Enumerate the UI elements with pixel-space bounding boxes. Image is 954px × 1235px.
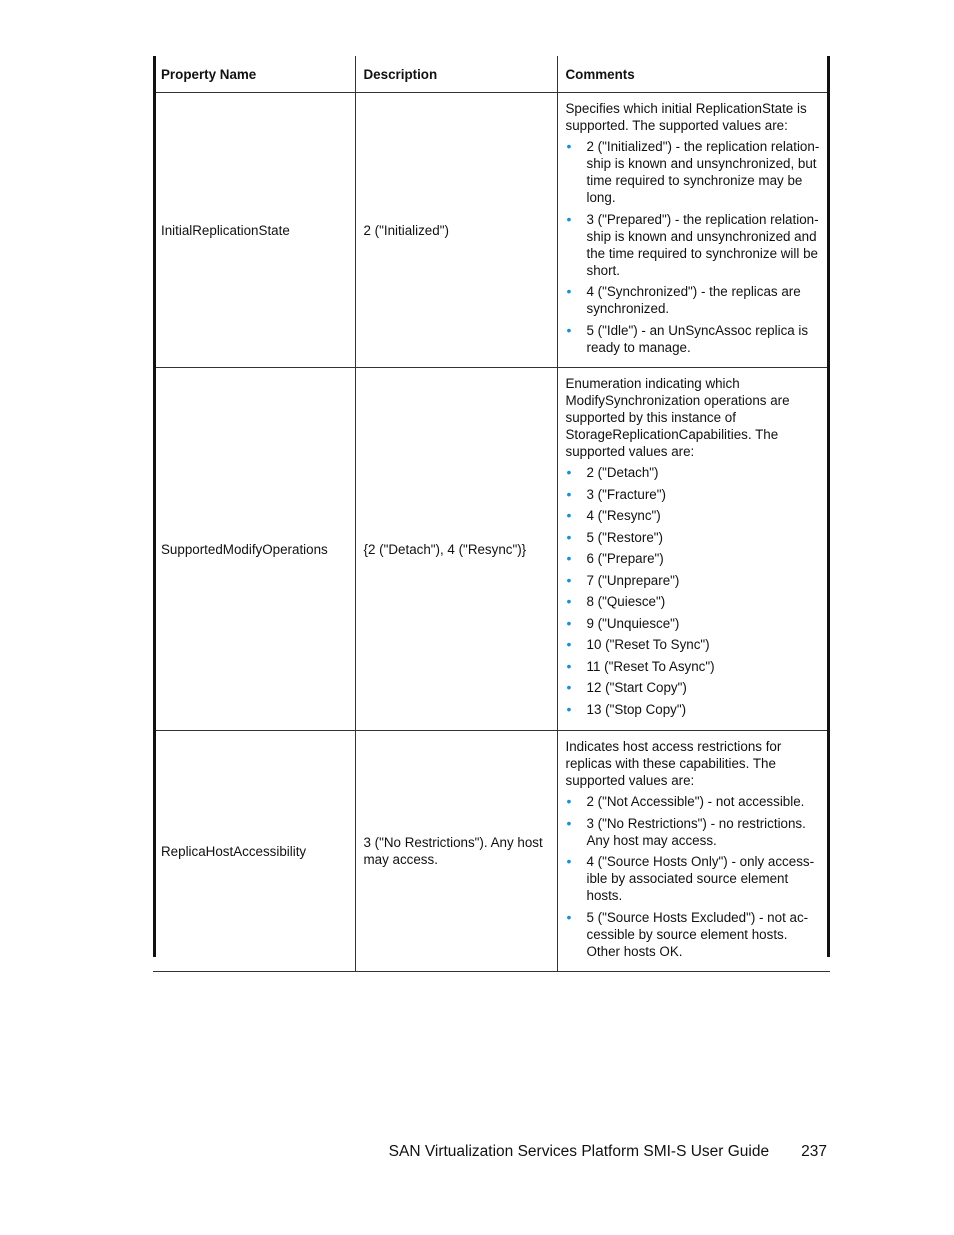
list-item: • 4 ("Synchronized") - the replicas are synchronized. — [566, 283, 801, 316]
bullet-icon: • — [566, 138, 572, 154]
table-header-row — [153, 56, 830, 93]
header-property-name: Property Name — [153, 56, 355, 93]
bullet-icon: • — [566, 210, 572, 227]
bullet-icon: • — [566, 321, 572, 338]
list-item: • 3 ("Prepared") - the replication relation-ship is known and unsynchronized and the time required to synchronize will be short. — [566, 210, 819, 278]
page-footer — [0, 1143, 827, 1161]
list-item: • 5 ("Restore") — [566, 528, 663, 545]
list-item: • 5 ("Source Hosts Excluded") - not ac-cessible by source element hosts. Other hosts OK. — [566, 908, 809, 959]
table-row — [153, 731, 830, 972]
header-comments: Comments — [557, 56, 830, 93]
values-list — [566, 138, 823, 356]
comments-cell — [557, 93, 830, 368]
comments-cell — [557, 368, 830, 731]
values-list — [566, 464, 823, 718]
list-item: • 4 ("Source Hosts Only") - only access-ible by associated source element hosts. — [566, 853, 815, 903]
bullet-icon: • — [566, 614, 572, 631]
comments-cell — [557, 731, 830, 972]
bullet-icon: • — [566, 853, 572, 869]
table-row — [153, 93, 830, 368]
comments-intro: Enumeration indicating which ModifySynchronization operations are supported by this instance of StorageReplicationCapabilities. The supported values are: — [565, 376, 790, 459]
bullet-icon: • — [566, 528, 572, 545]
comments-intro: Indicates host access restrictions for replicas with these capabilities. The supported values are: — [565, 739, 782, 788]
table-right-border — [827, 56, 830, 957]
list-item: • 6 ("Prepare") — [566, 550, 664, 566]
list-item: • 10 ("Reset To Sync") — [566, 636, 710, 652]
list-item: • 2 ("Detach") — [566, 464, 659, 480]
page-number: 237 — [801, 1143, 827, 1160]
bullet-icon: • — [566, 657, 572, 674]
list-item: • 3 ("No Restrictions") - no restrictions. Any host may access. — [566, 814, 806, 848]
bullet-icon: • — [566, 793, 572, 809]
list-item: • 7 ("Unprepare") — [566, 571, 680, 588]
bullet-icon: • — [566, 593, 572, 609]
list-item: • 13 ("Stop Copy") — [566, 700, 687, 717]
description-cell: 3 ("No Restrictions"). Any host may access. — [355, 731, 557, 972]
property-table — [153, 56, 830, 972]
bullet-icon: • — [566, 679, 572, 695]
comments-intro: Specifies which initial ReplicationState is supported. The supported values are: — [565, 101, 807, 133]
bullet-icon: • — [566, 636, 572, 652]
list-item: • 9 ("Unquiesce") — [566, 614, 680, 631]
list-item: • 12 ("Start Copy") — [566, 679, 687, 695]
list-item: • 8 ("Quiesce") — [566, 593, 666, 609]
bullet-icon: • — [566, 550, 572, 566]
table-row — [153, 368, 830, 731]
list-item: • 3 ("Fracture") — [566, 485, 666, 502]
bullet-icon: • — [566, 507, 572, 523]
list-item: • 2 ("Initialized") - the replication relation-ship is known and unsynchronized, but time required to synchronize may be long. — [566, 138, 820, 205]
list-item: • 11 ("Reset To Async") — [566, 657, 715, 674]
description-cell: {2 ("Detach"), 4 ("Resync")} — [355, 368, 557, 731]
header-description: Description — [355, 56, 557, 93]
bullet-icon: • — [566, 814, 572, 831]
bullet-icon: • — [566, 700, 572, 717]
list-item: • 4 ("Resync") — [566, 507, 661, 523]
bullet-icon: • — [566, 464, 572, 480]
property-name-cell: InitialReplicationState — [153, 93, 355, 368]
list-item: • 5 ("Idle") - an UnSyncAssoc replica is ready to manage. — [566, 321, 809, 355]
description-cell: 2 ("Initialized") — [355, 93, 557, 368]
values-list — [566, 793, 823, 960]
footer-title: SAN Virtualization Services Platform SMI-S User Guide — [388, 1143, 770, 1160]
table — [153, 56, 830, 972]
bullet-icon: • — [566, 571, 572, 588]
table-left-border — [153, 56, 156, 957]
list-item: • 2 ("Not Accessible") - not accessible. — [566, 793, 805, 809]
bullet-icon: • — [566, 908, 572, 925]
property-name-cell: SupportedModifyOperations — [153, 368, 355, 731]
property-name-cell: ReplicaHostAccessibility — [153, 731, 355, 972]
bullet-icon: • — [566, 283, 572, 299]
bullet-icon: • — [566, 485, 572, 502]
